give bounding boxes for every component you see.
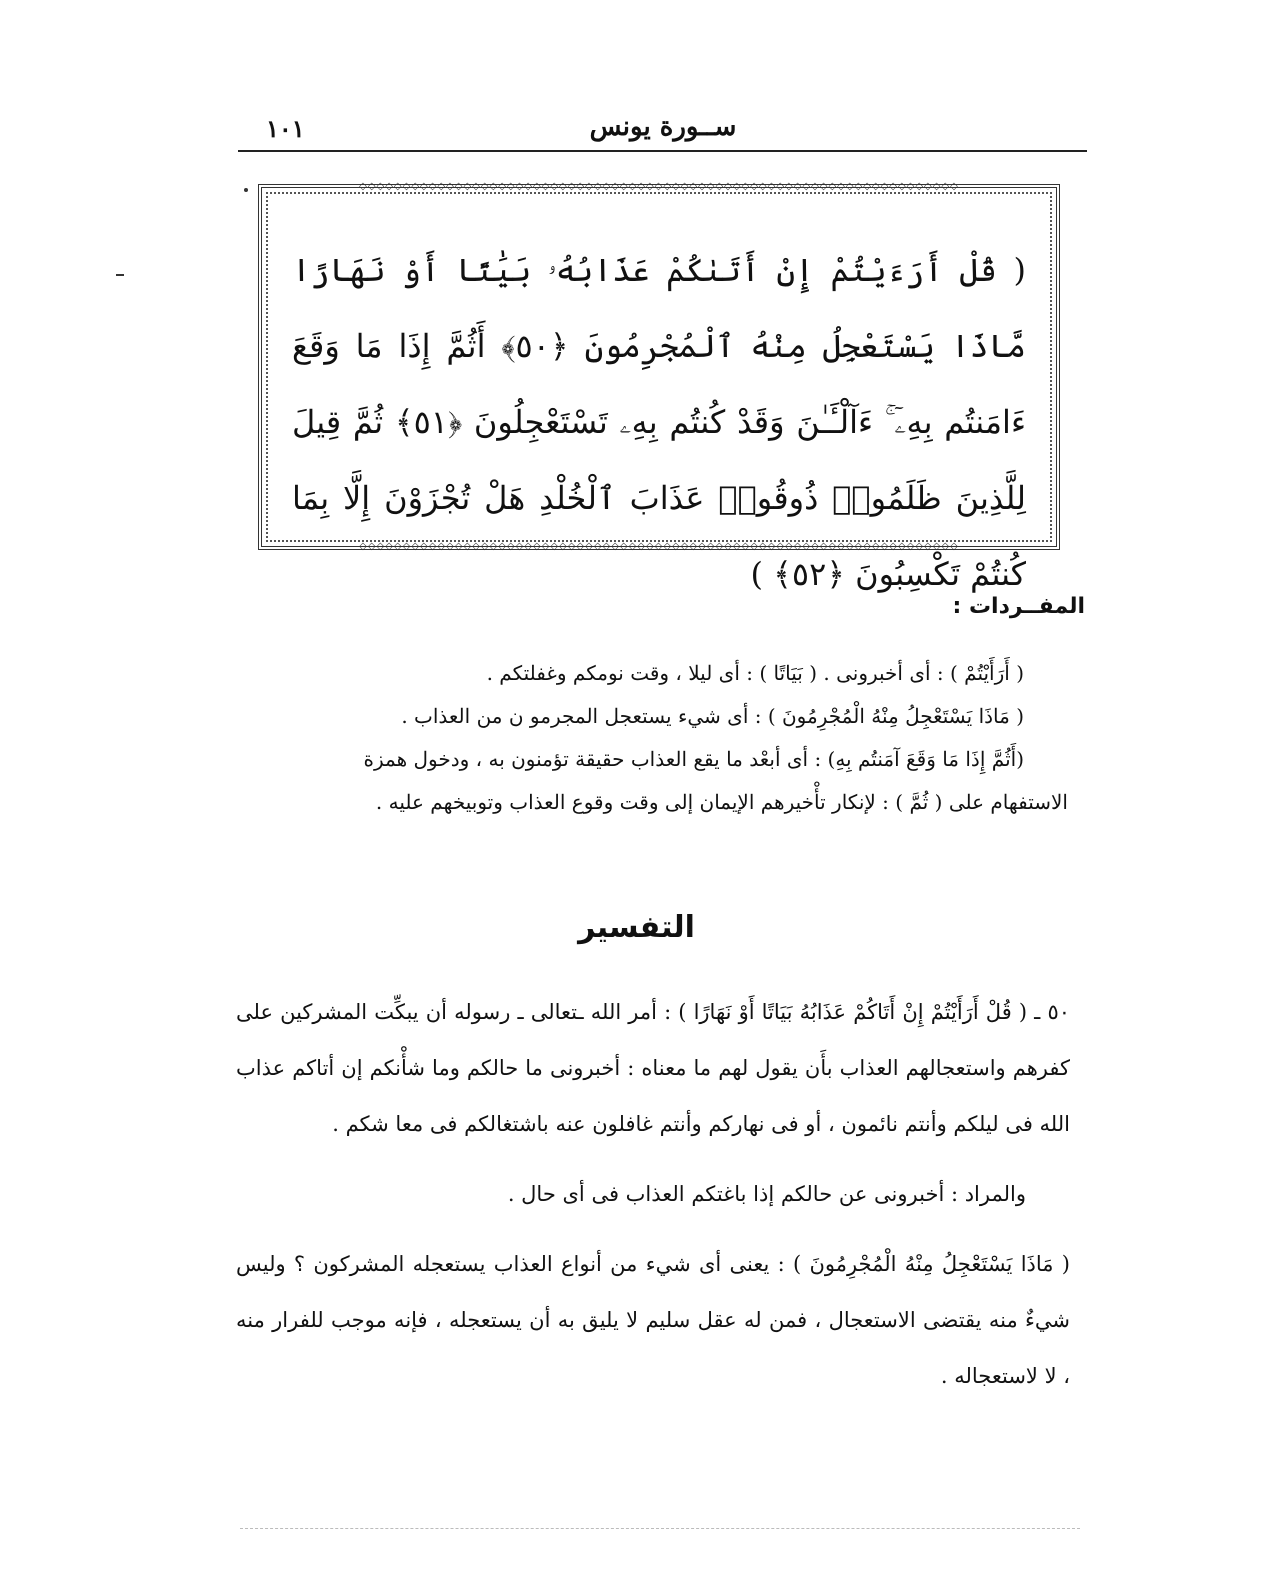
tafsir-paragraph: ( مَاذَا يَسْتَعْجِلُ مِنْهُ الْمُجْرِمُونَ ) : يعنى أى شيء من أنواع العذاب يستعجله المشركون ؟ وليس شيءٌ منه يقتضى الاستعجال ، فمن له عقل سليم لا يليق به أن يستعجله ، فإنه موجب للفرار منه ، لا لاستعجاله . [236,1252,1070,1388]
quran-verse: ( قُلْ أَرَءَيْتُمْ إِنْ أَتَىٰكُمْ عَذَابُهُۥ بَيَٰتًا أَوْ نَهَارًا مَّاذَا يَسْتَعْجِلُ مِنْهُ ٱلْمُجْرِمُونَ ﴿٥٠﴾ أَثُمَّ إِذَا مَا وَقَعَ ءَامَنتُم بِهِۦٓ ۚ ءَآلْـَٔـٰنَ وَقَدْ كُنتُم بِهِۦ تَسْتَعْجِلُونَ ﴿٥١﴾ ثُمَّ قِيلَ لِلَّذِينَ ظَلَمُوا۟ ذُوقُوا۟ عَذَابَ ٱلْخُلْدِ هَلْ تُجْزَوْنَ إِلَّا بِمَا كُنتُمْ تَكْسِبُونَ ﴿٥٢﴾ ) [292,251,1026,593]
header-divider [238,150,1087,152]
tafsir-paragraph: والمراد : أخبرونى عن حالكم إذا باغتكم العذاب فى أى حال . [507,1182,1026,1206]
vocabulary-item: ( مَاذَا يَسْتَعْجِلُ مِنْهُ الْمُجْرِمُونَ ) : أى شيء يستعجل المجرمو ن من العذاب . [401,704,1024,728]
vocabulary-list [236,652,1068,824]
page-header [240,112,1086,152]
surah-title: ســورة يونس [589,112,737,142]
tafsir-paragraph: ٥٠ ـ ( قُلْ أَرَأَيْتُمْ إِنْ أَتَاكُمْ عَذَابُهُ بَيَاتًا أَوْ نَهَارًا ) : أمر الله ـتعالى ـ رسوله أن يبكِّت المشركين على كفرهم واستعجالهم العذاب بأَن يقول لهم ما معناه : أخبرونى ما حالكم وما شأْنكم إن أتاكم عذاب الله فى ليلكم وأنتم نائمون ، أو فى نهاركم وأنتم غافلون عنه باشتغالكم فى معا شكم . [236,1000,1070,1136]
frame-ornament-top: ◇◇◇◇◇◇◇◇◇◇◇◇◇◇◇◇◇◇◇◇◇◇◇◇◇◇◇◇◇◇◇◇◇◇◇◇◇◇◇◇◇◇◇◇◇◇◇◇◇◇◇◇◇◇◇◇◇◇◇◇◇◇◇◇◇◇◇◇◇ [359,182,959,192]
vocabulary-heading: المفــردات : [952,594,1085,619]
page-number: ١٠١ [266,114,305,143]
frame-ornament-bottom: ◇◇◇◇◇◇◇◇◇◇◇◇◇◇◇◇◇◇◇◇◇◇◇◇◇◇◇◇◇◇◇◇◇◇◇◇◇◇◇◇◇◇◇◇◇◇◇◇◇◇◇◇◇◇◇◇◇◇◇◇◇◇◇◇◇◇◇◇◇ [359,542,959,552]
verse-frame [258,182,1060,593]
vocabulary-item: الاستفهام على ( ثُمَّ ) : لإنكار تأْخيرهم الإيمان إلى وقت وقوع العذاب وتوبيخهم عليه . [375,790,1068,814]
vocabulary-item: (أَثُمَّ إِذَا مَا وَقَعَ آمَنتُم بِهِ) : أى أبعْد ما يقع العذاب حقيقة تؤمنون به ، ودخول همزة [363,747,1024,771]
tafsir-heading: التفسير [578,910,695,945]
bottom-scan-line [240,1528,1080,1529]
tafsir-body [236,984,1070,1418]
scan-speck [244,188,248,192]
scan-speck [116,274,124,276]
vocabulary-item: ( أَرَأَيْتُمْ ) : أى أخبرونى . ( بَيَاتًا ) : أى ليلا ، وقت نومكم وغفلتكم . [486,661,1024,685]
